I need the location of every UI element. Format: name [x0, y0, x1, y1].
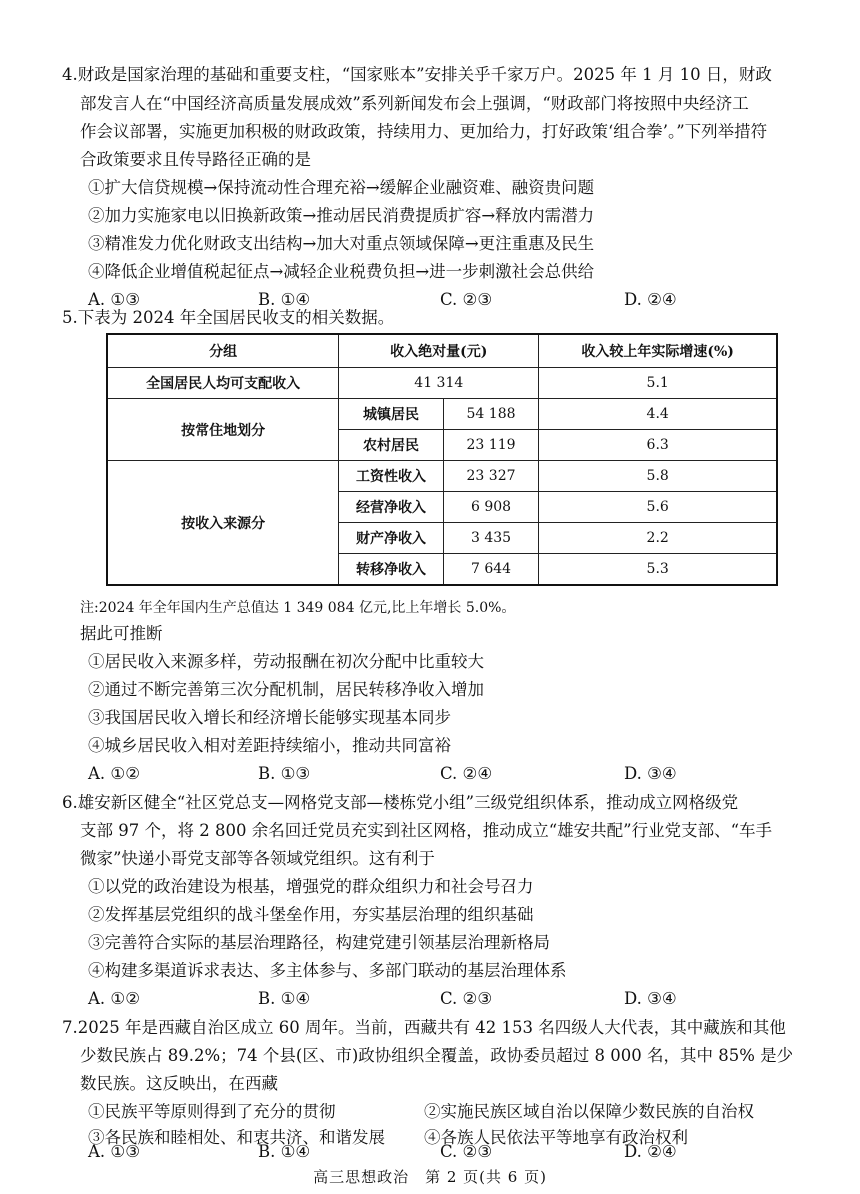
q5-statement-3: ③我国居民收入增长和经济增长能够实现基本同步 — [88, 708, 451, 727]
table-cell-income: 54 188 — [443, 399, 539, 430]
q7-option-a[interactable]: A. ①③ — [88, 1142, 140, 1161]
q5-statement-4: ④城乡居民收入相对差距持续缩小，推动共同富裕 — [88, 736, 451, 755]
table-group-residence: 按常住地划分 — [107, 399, 339, 461]
table-cell-income: 6 908 — [443, 492, 539, 523]
table-row-label: 全国居民人均可支配收入 — [107, 368, 339, 399]
table-subgroup: 转移净收入 — [339, 554, 443, 586]
table-header-income: 收入绝对量(元) — [339, 334, 539, 368]
q6-statement-1: ①以党的政治建设为根基，增强党的群众组织力和社会号召力 — [88, 877, 534, 896]
q7-statement-1: ①民族平等原则得到了充分的贯彻 — [88, 1102, 336, 1121]
q4-option-d[interactable]: D. ②④ — [624, 290, 677, 309]
q4-stem-line-2: 部发言人在“中国经济高质量发展成效”系列新闻发布会上强调，“财政部门将按照中央经济工 — [80, 94, 749, 113]
q5-statement-2: ②通过不断完善第三次分配机制，居民转移净收入增加 — [88, 680, 484, 699]
q5-table-note: 注:2024 年全年国内生产总值达 1 349 084 亿元,比上年增长 5.0%。 — [80, 600, 516, 616]
q7-option-d[interactable]: D. ②④ — [624, 1142, 677, 1161]
table-cell-income: 41 314 — [339, 368, 539, 399]
table-cell-growth: 5.3 — [539, 554, 777, 586]
q6-option-d[interactable]: D. ③④ — [624, 989, 677, 1008]
q7-option-b[interactable]: B. ①④ — [258, 1142, 311, 1161]
table-cell-growth: 5.1 — [539, 368, 777, 399]
q6-statement-3: ③完善符合实际的基层治理路径，构建党建引领基层治理新格局 — [88, 933, 550, 952]
table-subgroup: 城镇居民 — [339, 399, 443, 430]
table-subgroup: 工资性收入 — [339, 461, 443, 492]
q7-stem-line-1: 7.2025 年是西藏自治区成立 60 周年。当前，西藏共有 42 153 名四级人大代表，其中藏族和其他 — [62, 1018, 786, 1037]
income-data-table — [106, 333, 778, 586]
q7-statement-2: ②实施民族区域自治以保障少数民族的自治权 — [424, 1102, 754, 1121]
q7-statement-3: ③各民族和睦相处、和衷共济、和谐发展 — [88, 1128, 385, 1147]
q5-statement-1: ①居民收入来源多样，劳动报酬在初次分配中比重较大 — [88, 652, 484, 671]
q7-stem-line-3: 数民族。这反映出，在西藏 — [80, 1074, 278, 1093]
table-cell-growth: 2.2 — [539, 523, 777, 554]
q4-option-c[interactable]: C. ②③ — [440, 290, 493, 309]
table-subgroup: 农村居民 — [339, 430, 443, 461]
q4-option-b[interactable]: B. ①④ — [258, 290, 311, 309]
q6-stem-line-1: 6.雄安新区健全“社区党总支—网格党支部—楼栋党小组”三级党组织体系，推动成立网格级党 — [62, 793, 739, 812]
q4-stem-line-4: 合政策要求且传导路径正确的是 — [80, 150, 311, 169]
q5-option-c[interactable]: C. ②④ — [440, 764, 493, 783]
q4-statement-4: ④降低企业增值税起征点→减轻企业税费负担→进一步刺激社会总供给 — [88, 262, 595, 281]
q7-stem-line-2: 少数民族占 89.2%；74 个县(区、市)政协组织全覆盖，政协委员超过 8 000 名，其中 85% 是少 — [80, 1046, 794, 1065]
table-cell-income: 23 327 — [443, 461, 539, 492]
table-cell-income: 3 435 — [443, 523, 539, 554]
q5-prompt: 据此可推断 — [80, 624, 163, 643]
table-cell-growth: 6.3 — [539, 430, 777, 461]
q7-statement-4: ④各族人民依法平等地享有政治权利 — [424, 1128, 688, 1147]
q6-statement-4: ④构建多渠道诉求表达、多主体参与、多部门联动的基层治理体系 — [88, 961, 567, 980]
q4-option-a[interactable]: A. ①③ — [88, 290, 140, 309]
q6-option-a[interactable]: A. ①② — [88, 989, 140, 1008]
q6-stem-line-3: 微家”快递小哥党支部等各领域党组织。这有利于 — [80, 849, 435, 868]
table-cell-income: 7 644 — [443, 554, 539, 586]
table-cell-growth: 5.6 — [539, 492, 777, 523]
q6-stem-line-2: 支部 97 个，将 2 800 余名回迁党员充实到社区网格，推动成立“雄安共配”行业党支部、“车手 — [80, 821, 773, 840]
table-header-group: 分组 — [107, 334, 339, 368]
q4-statement-1: ①扩大信贷规模→保持流动性合理充裕→缓解企业融资难、融资贵问题 — [88, 178, 595, 197]
q4-stem-line-3: 作会议部署，实施更加积极的财政政策，持续用力、更加给力，打好政策‘组合拳’。”下列举措符 — [80, 122, 768, 141]
q5-option-b[interactable]: B. ①③ — [258, 764, 311, 783]
q5-option-a[interactable]: A. ①② — [88, 764, 140, 783]
q5-option-d[interactable]: D. ③④ — [624, 764, 677, 783]
table-header-growth: 收入较上年实际增速(%) — [539, 334, 777, 368]
table-subgroup: 财产净收入 — [339, 523, 443, 554]
q6-statement-2: ②发挥基层党组织的战斗堡垒作用，夯实基层治理的组织基础 — [88, 905, 534, 924]
q5-stem: 5.下表为 2024 年全国居民收支的相关数据。 — [62, 308, 395, 327]
q4-stem-line-1: 4.财政是国家治理的基础和重要支柱，“国家账本”安排关乎千家万户。2025 年 1 月 10 日，财政 — [62, 65, 772, 84]
q4-statement-2: ②加力实施家电以旧换新政策→推动居民消费提质扩容→释放内需潜力 — [88, 206, 595, 225]
q6-option-c[interactable]: C. ②③ — [440, 989, 493, 1008]
q7-option-c[interactable]: C. ②③ — [440, 1142, 493, 1161]
q4-statement-3: ③精准发力优化财政支出结构→加大对重点领域保障→更注重惠及民生 — [88, 234, 595, 253]
q6-option-b[interactable]: B. ①④ — [258, 989, 311, 1008]
page-footer: 高三思想政治 第 2 页(共 6 页) — [313, 1168, 547, 1186]
table-group-source: 按收入来源分 — [107, 461, 339, 586]
table-cell-income: 23 119 — [443, 430, 539, 461]
table-subgroup: 经营净收入 — [339, 492, 443, 523]
table-cell-growth: 5.8 — [539, 461, 777, 492]
table-cell-growth: 4.4 — [539, 399, 777, 430]
